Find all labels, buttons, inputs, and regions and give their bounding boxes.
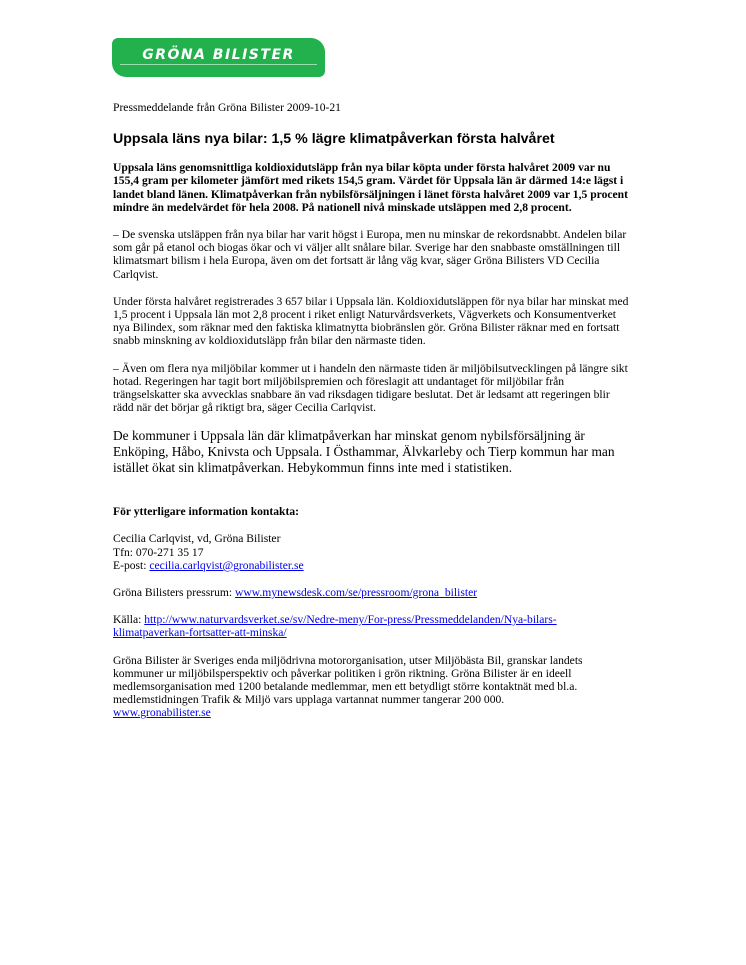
contact-email-label: E-post: <box>113 558 150 572</box>
contact-email-link[interactable]: cecilia.carlqvist@gronabilister.se <box>149 558 304 572</box>
municipalities-paragraph: De kommuner i Uppsala län där klimatpåverkan har minskat genom nybilsförsäljning är Enköping, Håbo, Knivsta och Uppsala. I Östhammar, Älvkarleby och Tierp kommun har man istället ökat sin klimatpåverkan. Hebykommun finns inte med i statistiken. <box>113 428 615 475</box>
contact-phone: Tfn: 070-271 35 17 <box>113 545 204 559</box>
quote-paragraph-1: – De svenska utsläppen från nya bilar har varit högst i Europa, men nu minskar de rekordsnabbt. Andelen bilar som går på etanol och biogas ökar och vi väljer allt snålare bilar. Sverige har den snabbaste omställningen till klimatsmart bilism i hela Europa, även om det fortsatt är lång väg kvar, säger Gröna Bilisters VD Cecilia Carlqvist. <box>113 228 627 281</box>
contact-email-line <box>113 559 633 572</box>
registration-paragraph: Under första halvåret registrerades 3 657 bilar i Uppsala län. Koldioxidutsläppen för nya bilar har minskat med 1,5 procent i Uppsala län mot 2,8 procent i riket enligt Naturvårdsverkets, Vägverkets och Konsumentverket nya Bilindex, som räknar med den faktiska klimatnytta biobränslen gör. Gröna Bilister räknar med en fortsatt snabb minskning av koldioxidutsläpp från bilar den närmaste tiden. <box>113 294 629 348</box>
press-release-body <box>113 101 633 734</box>
logo-text: GRÖNA BILISTER <box>142 47 295 63</box>
logo-stripe <box>120 64 317 65</box>
pressroom-line <box>113 586 633 599</box>
contact-name: Cecilia Carlqvist, vd, Gröna Bilister <box>113 532 281 546</box>
pressroom-link[interactable]: www.mynewsdesk.com/se/pressroom/grona_bilister <box>235 586 478 600</box>
gronabilister-logo <box>112 38 325 77</box>
contact-heading: För ytterligare information kontakta: <box>113 505 300 519</box>
contact-block <box>113 532 633 572</box>
lead-paragraph: Uppsala läns genomsnittliga koldioxidutsläpp från nya bilar köpta under första halvåret 2009 var nu 155,4 gram per kilometer jämfört med rikets 154,5 gram. Värdet för Uppsala län är därmed 14:e lägst i landet bland länen. Klimatpåverkan från nybilsförsäljningen i länet första halvåret 2009 var 1,5 procent mindre än medelvärdet för hela 2008. På nationell nivå minskade utsläppen med 2,8 procent. <box>113 161 628 214</box>
about-paragraph <box>113 654 633 720</box>
website-link[interactable]: www.gronabilister.se <box>113 706 211 720</box>
source-link-part-2[interactable]: klimatpaverkan-fortsatter-att-minska/ <box>113 626 287 640</box>
dateline: Pressmeddelande från Gröna Bilister 2009-10-21 <box>113 101 341 114</box>
about-text: Gröna Bilister är Sveriges enda miljödrivna motororganisation, utser Miljöbästa Bil, granskar landets kommuner ur miljöbilsperspektiv och påverkar politiken i grön riktning. Gröna Bilister är en ideell medlemsorganisation med 1200 betalande medlemmar, men ett betydligt större kontaktnät med bl.a. medlemstidningen Trafik & Miljö vars upplaga vartannat nummer tangerar 200 000. <box>113 653 583 707</box>
pressroom-label: Gröna Bilisters pressrum: <box>113 586 236 600</box>
source-label: Källa: <box>113 613 145 627</box>
headline: Uppsala läns nya bilar: 1,5 % lägre klimatpåverkan första halvåret <box>113 131 555 148</box>
quote-paragraph-2: – Även om flera nya miljöbilar kommer ut i handeln den närmaste tiden är miljöbilsutvecklingen på längre sikt hotad. Regeringen har tagit bort miljöbilspremien och föreslagit att undantaget för miljöbilar från trängselskatter ska avvecklas snabbare än vad riksdagen tidigare beslutat. Det är ledsamt att regeringen blir rädd när det börjar gå riktigt bra, säger Cecilia Carlqvist. <box>113 361 628 415</box>
source-line <box>113 613 633 639</box>
source-link-part-1[interactable]: http://www.naturvardsverket.se/sv/Nedre-meny/For-press/Pressmeddelanden/Nya-bilars- <box>144 613 557 627</box>
